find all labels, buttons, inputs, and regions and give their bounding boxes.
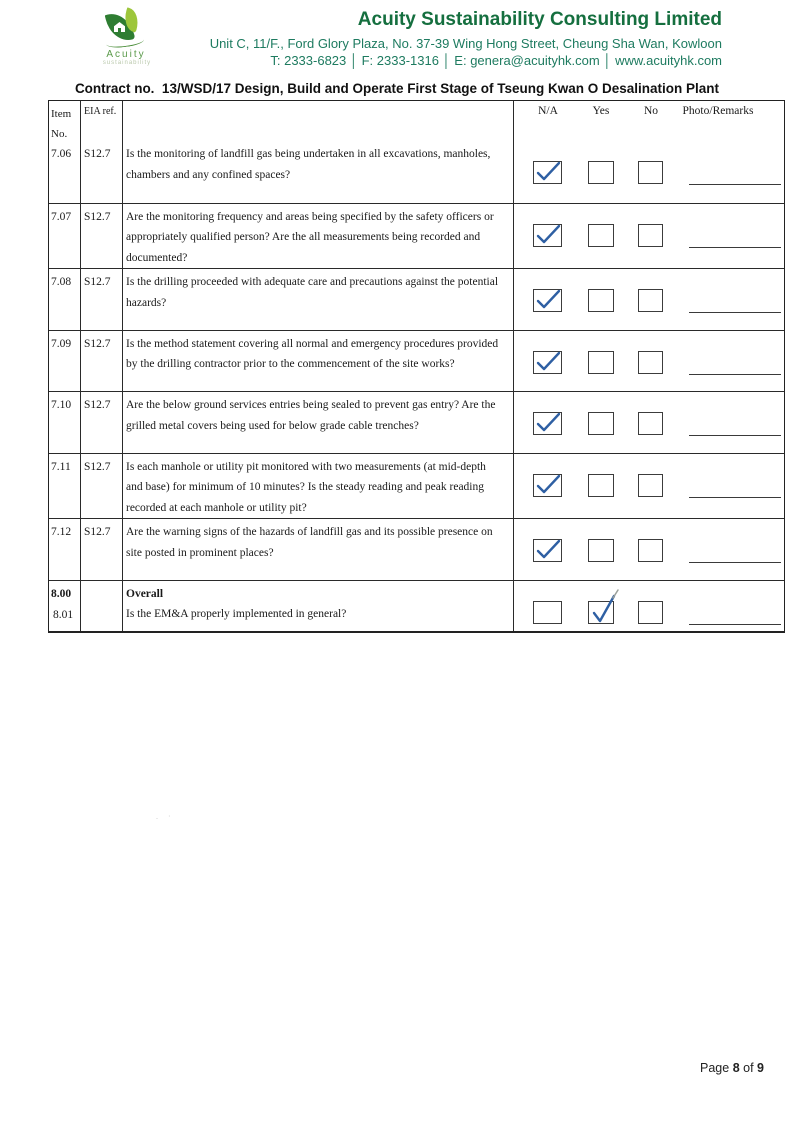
item-no: 7.09 (49, 331, 81, 392)
checkmark-icon (532, 409, 565, 439)
checkbox-no[interactable] (638, 289, 663, 312)
table-row (49, 141, 784, 203)
checkmark-icon (532, 536, 565, 566)
company-address: Unit C, 11/F., Ford Glory Plaza, No. 37-39 Wing Hong Street, Cheung Sha Wan, Kowloon (209, 36, 722, 51)
header-no: No (643, 105, 659, 117)
item-no (49, 581, 81, 631)
question-text (123, 581, 514, 631)
header-photo-remarks: Photo/Remarks (682, 105, 754, 117)
checks-cell (514, 454, 784, 519)
checks-cell (514, 581, 784, 631)
header-yes: Yes (592, 105, 610, 117)
table-row (49, 391, 784, 453)
header-checks (514, 101, 784, 141)
checkbox-yes[interactable] (588, 161, 614, 184)
header-item-line2: No. (51, 128, 68, 140)
table-row (49, 453, 784, 519)
question-text: Are the warning signs of the hazards of landfill gas and its possible presence on site posted in prominent places? (123, 519, 514, 580)
checkmark-icon (532, 348, 565, 378)
checks-cell (514, 141, 784, 203)
item-no: 7.11 (49, 454, 81, 519)
scan-artifact: . · (156, 812, 175, 821)
table-header-row (49, 101, 784, 141)
question-text: Are the below ground services entries being sealed to prevent gas entry? Are the grilled metal covers being used for below grade cable trenches? (123, 392, 514, 453)
table-row (49, 203, 784, 269)
checkbox-yes[interactable] (588, 601, 614, 624)
checks-cell (514, 204, 784, 269)
eia-ref: S12.7 (81, 269, 123, 330)
question-text: Is the method statement covering all normal and emergency procedures provided by the drilling contractor prior to the commencement of the site works? (123, 331, 514, 392)
letterhead-text (210, 8, 722, 69)
table-row (49, 330, 784, 392)
item-no-question: 8.01 (53, 608, 74, 621)
item-no: 7.07 (49, 204, 81, 269)
checkbox-no[interactable] (638, 412, 663, 435)
item-no-section: 8.00 (51, 587, 72, 600)
logo-title: Acuity (106, 49, 146, 60)
page-total: 9 (757, 1061, 764, 1075)
checkbox-no[interactable] (638, 161, 663, 184)
checks-cell (514, 269, 784, 330)
item-no: 7.12 (49, 519, 81, 580)
remarks-line[interactable] (689, 297, 781, 313)
letterhead (0, 0, 794, 78)
checkbox-na[interactable] (533, 539, 562, 562)
remarks-line[interactable] (689, 420, 781, 436)
remarks-line[interactable] (689, 482, 781, 498)
section-label: Overall (126, 587, 164, 600)
eia-ref (81, 581, 123, 631)
page-current: 8 (732, 1061, 740, 1075)
question-text: Is the monitoring of landfill gas being undertaken in all excavations, manholes, chambers and any confined spaces? (123, 141, 514, 203)
checkmark-icon (532, 221, 565, 251)
eia-ref: S12.7 (81, 454, 123, 519)
remarks-line[interactable] (689, 169, 781, 185)
header-na: N/A (538, 105, 558, 117)
checkbox-na[interactable] (533, 224, 562, 247)
header-item-no (49, 101, 81, 141)
checkbox-yes[interactable] (588, 351, 614, 374)
remarks-line[interactable] (689, 359, 781, 375)
item-no: 7.10 (49, 392, 81, 453)
table-row (49, 268, 784, 330)
checkbox-na[interactable] (533, 601, 562, 624)
overall-question: Is the EM&A properly implemented in general? (126, 608, 347, 620)
remarks-line[interactable] (689, 609, 781, 625)
checks-cell (514, 519, 784, 580)
checkbox-no[interactable] (638, 539, 663, 562)
checkmark-icon (532, 286, 565, 316)
checklist-table (48, 100, 785, 633)
checkbox-na[interactable] (533, 351, 562, 374)
checkbox-na[interactable] (533, 412, 562, 435)
question-text: Is each manhole or utility pit monitored with two measurements (at mid-depth and base) for minimum of 10 minutes? Is the steady reading and peak reading recorded at each manhole or utility pit? (123, 454, 514, 519)
header-eia-ref: EIA ref. (81, 101, 123, 141)
acuity-logo (100, 9, 180, 71)
checkbox-no[interactable] (638, 224, 663, 247)
item-no: 7.06 (49, 141, 81, 203)
table-row (49, 518, 784, 580)
checkbox-no[interactable] (638, 351, 663, 374)
checks-cell (514, 331, 784, 392)
checks-cell (514, 392, 784, 453)
question-text: Are the monitoring frequency and areas being specified by the safety officers or appropriately qualified person? Are the all measurements being recorded and documented? (123, 204, 514, 269)
header-question (123, 101, 514, 141)
page-number (700, 1061, 764, 1075)
swoosh-icon (106, 35, 145, 50)
header-item-line1: Item (51, 108, 72, 120)
logo-subtitle: sustainability (102, 60, 152, 66)
question-text: Is the drilling proceeded with adequate care and precautions against the potential hazards? (123, 269, 514, 330)
company-name: Acuity Sustainability Consulting Limited (357, 9, 722, 30)
remarks-line[interactable] (689, 232, 781, 248)
remarks-line[interactable] (689, 547, 781, 563)
checkbox-na[interactable] (533, 161, 562, 184)
eia-ref: S12.7 (81, 392, 123, 453)
checkmark-icon (532, 471, 565, 501)
checkbox-yes[interactable] (588, 224, 614, 247)
leaf-logo-icon (106, 9, 146, 45)
checkbox-yes[interactable] (588, 412, 614, 435)
checkbox-na[interactable] (533, 289, 562, 312)
page-label: Page (700, 1061, 730, 1075)
checkbox-no[interactable] (638, 601, 663, 624)
checkbox-yes[interactable] (588, 539, 614, 562)
house-door-icon (118, 28, 121, 32)
checkmark-icon (587, 587, 621, 629)
eia-ref: S12.7 (81, 331, 123, 392)
eia-ref: S12.7 (81, 204, 123, 269)
checkbox-na[interactable] (533, 474, 562, 497)
checkbox-yes[interactable] (588, 474, 614, 497)
checkbox-yes[interactable] (588, 289, 614, 312)
checkmark-icon (532, 158, 565, 188)
eia-ref: S12.7 (81, 519, 123, 580)
checkbox-no[interactable] (638, 474, 663, 497)
eia-ref: S12.7 (81, 141, 123, 203)
item-no: 7.08 (49, 269, 81, 330)
page-of: of (743, 1061, 754, 1075)
company-contact: T: 2333-6823 │ F: 2333-1316 │ E: genera@acuityhk.com │ www.acuityhk.com (270, 53, 722, 68)
contract-title: Contract no. 13/WSD/17 Design, Build and Operate First Stage of Tseung Kwan O Desalination Plant (74, 81, 720, 96)
table-row-overall (49, 580, 784, 631)
